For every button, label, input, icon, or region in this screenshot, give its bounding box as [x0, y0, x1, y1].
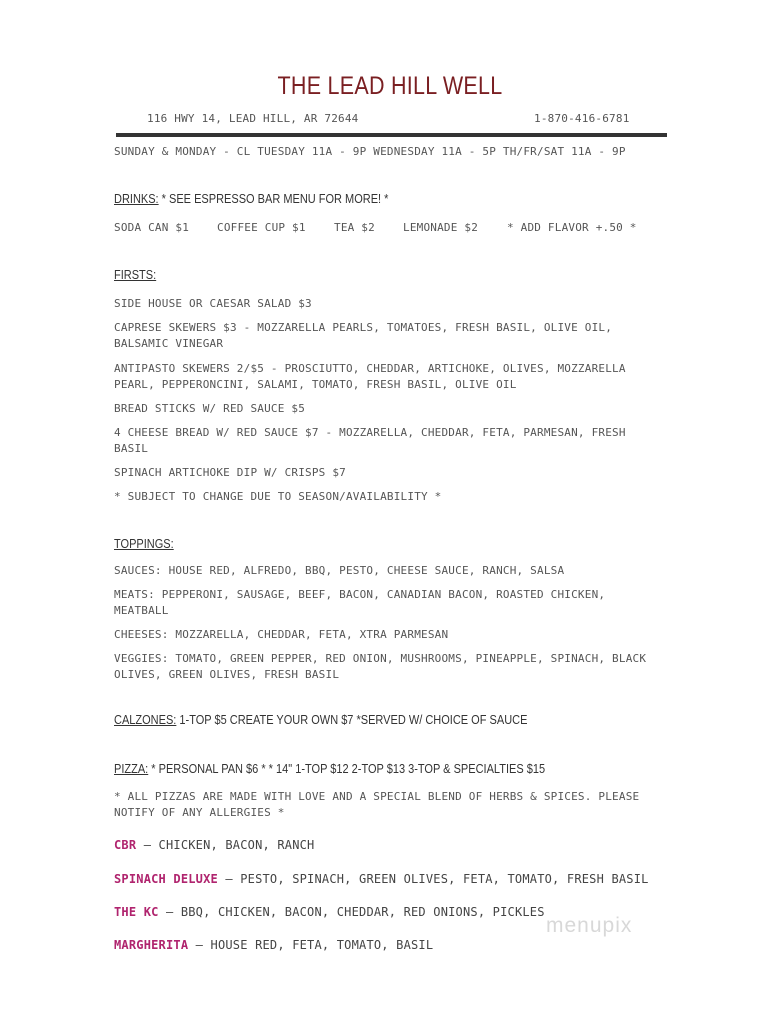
toppings-item: MEATS: PEPPERONI, SAUSAGE, BEEF, BACON, CANADIAN BACON, ROASTED CHICKEN, MEATBALL — [114, 588, 606, 617]
drinks-heading-label: DRINKS: — [114, 192, 159, 206]
toppings-item: VEGGIES: TOMATO, GREEN PEPPER, RED ONION, MUSHROOMS, PINEAPPLE, SPINACH, BLACK OLIVES, GREEN OLIVES, FRESH BASIL — [114, 652, 647, 681]
firsts-note: * SUBJECT TO CHANGE DUE TO SEASON/AVAILABILITY * — [114, 490, 442, 503]
toppings-heading-label: TOPPINGS: — [114, 537, 174, 551]
hours: SUNDAY & MONDAY - CL TUESDAY 11A - 9P WEDNESDAY 11A - 5P TH/FR/SAT 11A - 9P — [114, 145, 626, 158]
pizza-specialty-desc: – PESTO, SPINACH, GREEN OLIVES, FETA, TOMATO, FRESH BASIL — [217, 872, 649, 886]
pizza-specialty-desc: – HOUSE RED, FETA, TOMATO, BASIL — [188, 938, 434, 952]
firsts-heading-label: FIRSTS: — [114, 268, 157, 282]
toppings-heading — [114, 537, 174, 551]
calzones-heading — [114, 713, 527, 727]
pizza-heading-label: PIZZA: — [114, 762, 149, 776]
menupix-watermark: menupix — [546, 914, 633, 937]
pizza-specialty-desc: – CHICKEN, BACON, RANCH — [136, 838, 315, 852]
drink-item: * ADD FLAVOR +.50 * — [507, 221, 637, 234]
firsts-heading — [114, 268, 156, 282]
firsts-item: BREAD STICKS W/ RED SAUCE $5 — [114, 402, 306, 415]
pizza-heading — [114, 762, 545, 776]
firsts-item: SIDE HOUSE OR CAESAR SALAD $3 — [114, 297, 312, 310]
pizza-specialty-name: CBR — [114, 838, 137, 852]
toppings-item: CHEESES: MOZZARELLA, CHEDDAR, FETA, XTRA PARMESAN — [114, 628, 449, 641]
drinks-note: * SEE ESPRESSO BAR MENU FOR MORE! * — [158, 192, 389, 206]
calzones-heading-label: CALZONES: — [114, 713, 177, 727]
toppings-item: SAUCES: HOUSE RED, ALFREDO, BBQ, PESTO, CHEESE SAUCE, RANCH, SALSA — [114, 564, 565, 577]
firsts-item: 4 CHEESE BREAD W/ RED SAUCE $7 - MOZZARELLA, CHEDDAR, FETA, PARMESAN, FRESH BASIL — [114, 426, 626, 455]
drink-item: COFFEE CUP $1 — [217, 221, 306, 234]
pizza-specialty-name: MARGHERITA — [114, 938, 189, 952]
header-divider — [116, 133, 667, 137]
pizza-text: * PERSONAL PAN $6 * * 14" 1-TOP $12 2-TOP $13 3-TOP & SPECIALTIES $15 — [148, 762, 546, 776]
phone: 1-870-416-6781 — [534, 112, 630, 125]
drinks-heading — [114, 192, 388, 206]
firsts-item: SPINACH ARTICHOKE DIP W/ CRISPS $7 — [114, 466, 346, 479]
drink-item: LEMONADE $2 — [403, 221, 479, 234]
pizza-specialty-desc: – BBQ, CHICKEN, BACON, CHEDDAR, RED ONIONS, PICKLES — [158, 905, 545, 919]
pizza-specialty-name: THE KC — [114, 905, 159, 919]
firsts-item: ANTIPASTO SKEWERS 2/$5 - PROSCIUTTO, CHEDDAR, ARTICHOKE, OLIVES, MOZZARELLA PEARL, PEPPERONCINI, SALAMI, TOMATO, FRESH BASIL, OLIVE OIL — [114, 362, 626, 391]
restaurant-title: THE LEAD HILL WELL — [277, 72, 503, 100]
pizza-specialty — [114, 905, 545, 919]
pizza-specialty — [114, 872, 649, 886]
address: 116 HWY 14, LEAD HILL, AR 72644 — [147, 112, 359, 125]
pizza-note: * ALL PIZZAS ARE MADE WITH LOVE AND A SPECIAL BLEND OF HERBS & SPICES. PLEASE NOTIFY OF ANY ALLERGIES * — [114, 790, 640, 819]
pizza-specialty — [114, 938, 433, 952]
drink-item: TEA $2 — [334, 221, 375, 234]
pizza-specialty-name: SPINACH DELUXE — [114, 872, 218, 886]
calzones-text: 1-TOP $5 CREATE YOUR OWN $7 *SERVED W/ CHOICE OF SAUCE — [176, 713, 528, 727]
drink-item: SODA CAN $1 — [114, 221, 190, 234]
firsts-item: CAPRESE SKEWERS $3 - MOZZARELLA PEARLS, TOMATOES, FRESH BASIL, OLIVE OIL, BALSAMIC VINEGAR — [114, 321, 613, 350]
pizza-specialty — [114, 838, 314, 852]
